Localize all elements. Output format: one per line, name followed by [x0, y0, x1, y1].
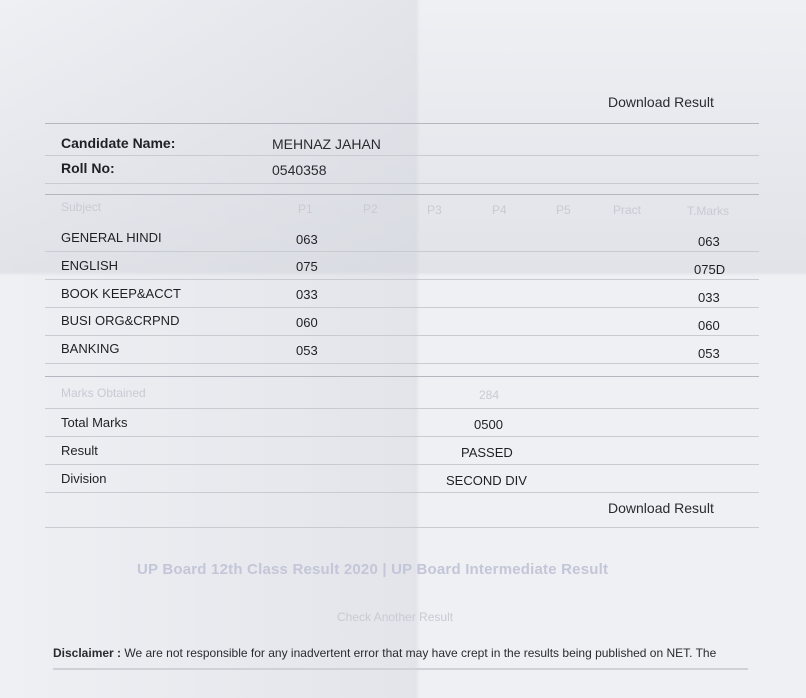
subject-p1: 060: [296, 315, 318, 330]
divider: [45, 155, 759, 156]
subject-name: GENERAL HINDI: [61, 230, 162, 245]
disclaimer-label: Disclaimer :: [53, 646, 122, 660]
subject-p1: 075: [296, 259, 318, 274]
subject-total: 063: [698, 234, 720, 249]
subject-p1: 053: [296, 343, 318, 358]
table-bottom-border: [45, 527, 759, 528]
divider: [45, 436, 759, 437]
marks-obtained-value: 284: [479, 388, 500, 402]
division-label: Division: [61, 471, 107, 486]
header-p4: P4: [492, 203, 507, 217]
divider: [45, 492, 759, 493]
candidate-name-value: MEHNAZ JAHAN: [272, 136, 381, 152]
result-value: PASSED: [461, 445, 513, 460]
divider: [45, 183, 759, 184]
candidate-name-label: Candidate Name:: [61, 135, 176, 151]
divider: [45, 363, 759, 364]
table-top-border: [45, 123, 759, 124]
header-tmarks: T.Marks: [687, 204, 729, 218]
divider: [45, 335, 759, 336]
check-another-result-link[interactable]: Check Another Result: [337, 610, 454, 624]
roll-no-label: Roll No:: [61, 160, 115, 176]
subject-total: 053: [698, 346, 720, 361]
header-p1: P1: [298, 202, 313, 216]
header-pract: Pract: [613, 203, 642, 217]
result-label: Result: [61, 443, 98, 458]
download-result-link-top[interactable]: Download Result: [608, 94, 714, 110]
disclaimer-text: We are not responsible for any inadvertent error that may have crept in the results being published on NET. The: [124, 646, 717, 660]
header-subject: Subject: [61, 200, 102, 214]
total-marks-value: 0500: [474, 417, 503, 432]
subject-total: 033: [698, 290, 720, 305]
divider: [45, 307, 759, 308]
subject-name: BANKING: [61, 341, 120, 356]
marks-obtained-label: Marks Obtained: [61, 386, 146, 400]
subject-total: 060: [698, 318, 720, 333]
subject-name: BOOK KEEP&ACCT: [61, 286, 181, 301]
banner-title: UP Board 12th Class Result 2020 | UP Board Intermediate Result: [137, 561, 609, 578]
divider: [45, 279, 759, 280]
divider: [45, 251, 759, 252]
cut-off-text-line: [53, 668, 748, 670]
header-p2: P2: [363, 202, 378, 216]
subject-total: 075D: [694, 262, 726, 277]
download-result-link-bottom[interactable]: Download Result: [608, 500, 714, 516]
subject-p1: 063: [296, 232, 318, 247]
total-marks-label: Total Marks: [61, 415, 128, 430]
divider: [45, 464, 759, 465]
header-p3: P3: [427, 203, 442, 217]
disclaimer: [53, 646, 716, 660]
divider: [45, 408, 759, 409]
divider: [45, 194, 759, 195]
divider: [45, 376, 759, 377]
subject-name: BUSI ORG&CRPND: [61, 313, 180, 328]
subject-p1: 033: [296, 287, 318, 302]
division-value: SECOND DIV: [446, 473, 527, 488]
subject-name: ENGLISH: [61, 258, 119, 273]
roll-no-value: 0540358: [272, 162, 327, 178]
header-p5: P5: [556, 203, 571, 217]
